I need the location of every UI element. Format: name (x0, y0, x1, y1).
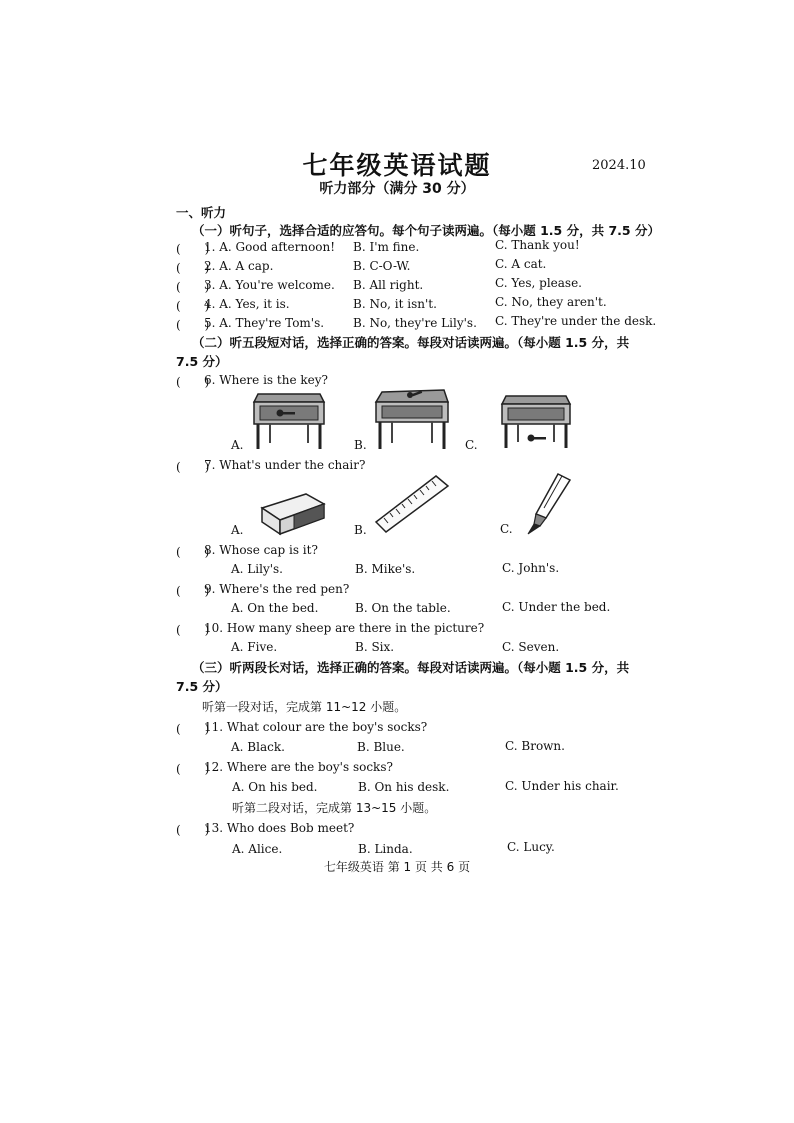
option-b: B. On his desk. (358, 780, 450, 794)
section-2-instruction-cont: 7.5 分） (176, 354, 228, 369)
option-a: A. Alice. (232, 842, 283, 856)
option-a-label: A. (231, 438, 244, 452)
option-b: B. Blue. (357, 740, 405, 754)
question-3 (176, 278, 636, 296)
option-c: C. Seven. (502, 640, 560, 654)
question-11 (176, 720, 476, 738)
question-10 (176, 621, 506, 639)
option-a: A. On the bed. (231, 601, 319, 615)
option-a: A. Lily's. (231, 562, 283, 576)
section-3-instruction: （三）听两段长对话，选择正确的答案。每段对话读两遍。（每小题 1.5 分，共 (192, 660, 630, 675)
option-b-label: B. (354, 438, 367, 452)
answer-blank[interactable]: ( ) (176, 722, 210, 736)
question-text: 3. A. You're welcome. (204, 278, 335, 292)
question-text: 10. How many sheep are there in the picture? (204, 621, 485, 635)
option-c: C. They're under the desk. (495, 314, 657, 328)
question-text: 8. Whose cap is it? (204, 543, 318, 557)
answer-blank[interactable]: ( ) (176, 375, 210, 389)
answer-blank[interactable]: ( ) (176, 823, 210, 837)
dialog-1-note: 听第一段对话，完成第 11~12 小题。 (202, 700, 407, 714)
question-4 (176, 297, 636, 315)
question-text: 2. A. A cap. (204, 259, 274, 273)
option-b: B. No, they're Lily's. (353, 316, 477, 330)
option-b: B. Mike's. (355, 562, 416, 576)
option-b: B. On the table. (355, 601, 451, 615)
answer-blank[interactable]: ( ) (176, 623, 210, 637)
question-text: 11. What colour are the boy's socks? (204, 720, 428, 734)
option-a: A. Five. (231, 640, 278, 654)
question-text: 12. Where are the boy's socks? (204, 760, 393, 774)
question-9 (176, 582, 476, 600)
option-c: C. No, they aren't. (495, 295, 607, 309)
answer-blank[interactable]: ( ) (176, 261, 210, 275)
answer-blank[interactable]: ( ) (176, 762, 210, 776)
question-13 (176, 821, 476, 839)
option-c: C. Thank you! (495, 238, 580, 252)
section-3-instruction-cont: 7.5 分） (176, 679, 228, 694)
eraser-image (258, 486, 328, 536)
option-b-label: B. (354, 523, 367, 537)
option-b: B. C-O-W. (353, 259, 411, 273)
question-8 (176, 543, 476, 561)
dialog-2-note: 听第二段对话，完成第 13~15 小题。 (232, 801, 437, 815)
answer-blank[interactable]: ( ) (176, 242, 210, 256)
option-c-label: C. (465, 438, 478, 452)
answer-blank[interactable]: ( ) (176, 318, 210, 332)
option-b: B. Linda. (358, 842, 413, 856)
ruler-image (372, 472, 452, 534)
answer-blank[interactable]: ( ) (176, 460, 210, 474)
exam-date: 2024.10 (592, 158, 646, 173)
option-c: C. Brown. (505, 739, 565, 753)
option-c: C. Lucy. (507, 840, 555, 854)
option-b: B. No, it isn't. (353, 297, 437, 311)
question-5 (176, 314, 657, 334)
option-c: C. John's. (502, 561, 560, 575)
question-2 (176, 259, 636, 277)
option-c: C. Under the bed. (502, 600, 611, 614)
option-b: B. I'm fine. (353, 240, 420, 254)
question-text: 9. Where's the red pen? (204, 582, 350, 596)
option-b: B. All right. (353, 278, 424, 292)
fountain-pen-image (518, 470, 576, 536)
option-c: C. A cat. (495, 257, 547, 271)
page-footer: 七年级英语 第 1 页 共 6 页 (323, 860, 471, 874)
listening-subtitle: 听力部分（满分 30 分） (319, 181, 475, 197)
option-a: A. Black. (231, 740, 285, 754)
desk-key-on-top-image (372, 386, 450, 450)
question-text: 7. What's under the chair? (204, 458, 366, 472)
option-a: A. On his bed. (232, 780, 318, 794)
answer-blank[interactable]: ( ) (176, 299, 210, 313)
option-a-label: A. (231, 523, 244, 537)
section-1-instruction: （一）听句子，选择合适的应答句。每个句子读两遍。（每小题 1.5 分，共 7.5 分） (192, 223, 660, 238)
question-12 (176, 760, 476, 778)
answer-blank[interactable]: ( ) (176, 280, 210, 294)
option-c: C. Under his chair. (505, 779, 619, 793)
section-2-instruction: （二）听五段短对话，选择正确的答案。每段对话读两遍。（每小题 1.5 分，共 (192, 335, 630, 350)
option-b: B. Six. (355, 640, 395, 654)
question-text: 6. Where is the key? (204, 373, 328, 387)
question-text: 13. Who does Bob meet? (204, 821, 355, 835)
exam-title: 七年级英语试题 (302, 151, 492, 180)
question-text: 1. A. Good afternoon! (204, 240, 336, 254)
question-1 (176, 240, 636, 258)
answer-blank[interactable]: ( ) (176, 545, 210, 559)
option-c: C. Yes, please. (495, 276, 582, 290)
option-c-label: C. (500, 522, 513, 536)
part-heading: 一、听力 (176, 205, 227, 220)
desk-key-in-drawer-image (250, 388, 328, 450)
desk-key-under-image (498, 390, 574, 450)
question-text: 4. A. Yes, it is. (204, 297, 290, 311)
answer-blank[interactable]: ( ) (176, 584, 210, 598)
question-text: 5. A. They're Tom's. (204, 316, 325, 330)
